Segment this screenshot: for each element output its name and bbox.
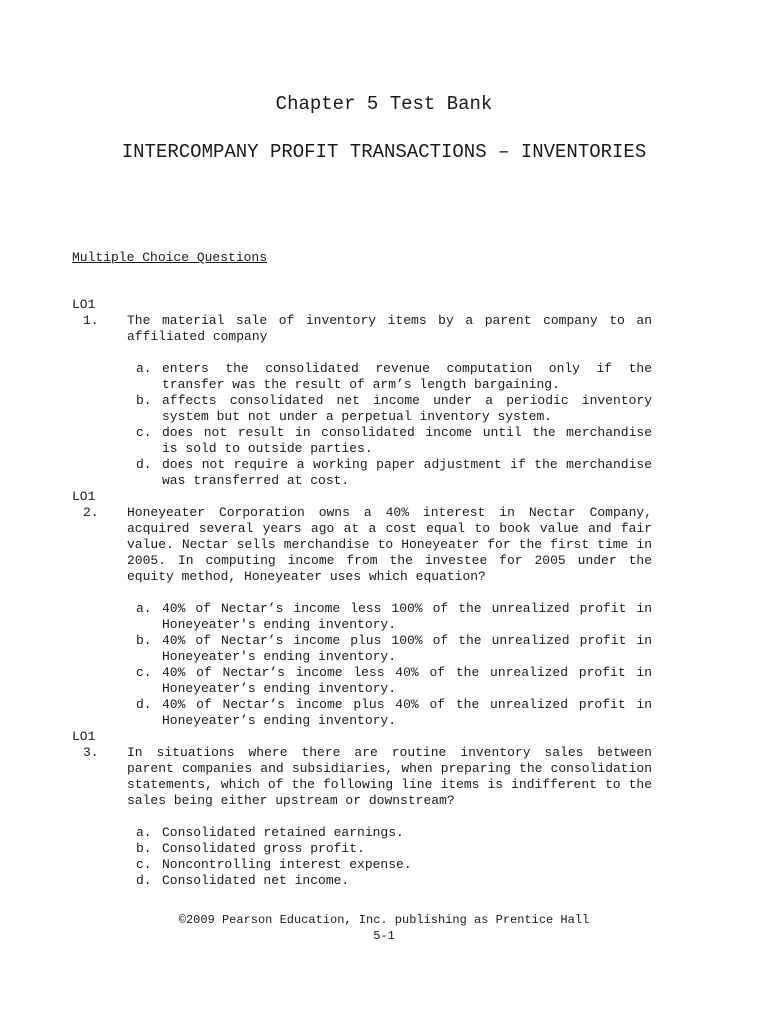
question-text: Honeyeater Corporation owns a 40% interest in Nectar Company, acquired several years ago at a cost equal to book value and fair value. Nectar sells merchandise to Honeyeater for the first time in 2005. In computing income from the investee for 2005 under the equity method, Honeyeater uses which equation? <box>127 505 652 584</box>
choice-letter: d. <box>136 873 152 888</box>
choice-text: does not require a working paper adjustment if the merchandise was transferred at cost. <box>162 457 652 488</box>
page-number: 5-1 <box>373 929 395 943</box>
answer-choice-b <box>136 393 652 425</box>
choice-letter: d. <box>136 697 152 712</box>
choice-text: Consolidated retained earnings. <box>162 825 404 840</box>
answer-choice-a <box>136 361 652 393</box>
choice-letter: d. <box>136 457 152 472</box>
answer-choice-d <box>136 457 652 489</box>
choice-letter: b. <box>136 393 152 408</box>
choice-letter: b. <box>136 841 152 856</box>
choice-text: does not result in consolidated income until the merchandise is sold to outside parties. <box>162 425 652 456</box>
question-text: The material sale of inventory items by a parent company to an affiliated company <box>127 313 652 344</box>
question-2 <box>72 489 652 729</box>
page-footer <box>0 912 768 944</box>
answer-choices <box>72 601 652 729</box>
answer-choice-c <box>136 857 652 873</box>
learning-objective-tag: LO1 <box>72 489 96 504</box>
question-list <box>72 297 652 889</box>
question-3 <box>72 729 652 889</box>
choice-letter: c. <box>136 425 152 440</box>
choice-letter: a. <box>136 601 152 616</box>
question-number: 3. <box>83 745 99 760</box>
copyright-notice: ©2009 Pearson Education, Inc. publishing as Prentice Hall <box>178 913 590 927</box>
choice-letter: a. <box>136 825 152 840</box>
section-heading: Multiple Choice Questions <box>72 250 268 265</box>
question-text: In situations where there are routine inventory sales between parent companies and subsidiaries, when preparing the consolidation statements, which of the following line items is indifferent to the sales being either upstream or downstream? <box>127 745 652 808</box>
choice-text: affects consolidated net income under a periodic inventory system but not under a perpetual inventory system. <box>162 393 652 424</box>
answer-choice-a <box>136 825 652 841</box>
question-number: 1. <box>83 313 99 328</box>
answer-choice-d <box>136 697 652 729</box>
question-number: 2. <box>83 505 99 520</box>
answer-choice-d <box>136 873 652 889</box>
choice-text: 40% of Nectar’s income plus 40% of the unrealized profit in Honeyeater’s ending inventory. <box>162 697 652 728</box>
choice-text: 40% of Nectar’s income less 40% of the unrealized profit in Honeyeater’s ending inventory. <box>162 665 652 696</box>
answer-choice-b <box>136 841 652 857</box>
choice-letter: b. <box>136 633 152 648</box>
choice-text: Consolidated net income. <box>162 873 350 888</box>
learning-objective-tag: LO1 <box>72 297 96 312</box>
choice-text: enters the consolidated revenue computation only if the transfer was the result of arm’s length bargaining. <box>162 361 652 392</box>
choice-text: 40% of Nectar’s income less 100% of the unrealized profit in Honeyeater's ending inventory. <box>162 601 652 632</box>
answer-choice-c <box>136 665 652 697</box>
learning-objective-tag: LO1 <box>72 729 96 744</box>
question-1 <box>72 297 652 489</box>
answer-choice-a <box>136 601 652 633</box>
answer-choices <box>72 825 652 889</box>
document-subtitle: INTERCOMPANY PROFIT TRANSACTIONS – INVENTORIES <box>121 141 647 163</box>
choice-letter: a. <box>136 361 152 376</box>
choice-text: Consolidated gross profit. <box>162 841 365 856</box>
choice-text: 40% of Nectar’s income plus 100% of the unrealized profit in Honeyeater's ending inventory. <box>162 633 652 664</box>
answer-choices <box>72 361 652 489</box>
choice-letter: c. <box>136 857 152 872</box>
document-title: Chapter 5 Test Bank <box>275 93 493 115</box>
choice-text: Noncontrolling interest expense. <box>162 857 412 872</box>
answer-choice-c <box>136 425 652 457</box>
choice-letter: c. <box>136 665 152 680</box>
answer-choice-b <box>136 633 652 665</box>
